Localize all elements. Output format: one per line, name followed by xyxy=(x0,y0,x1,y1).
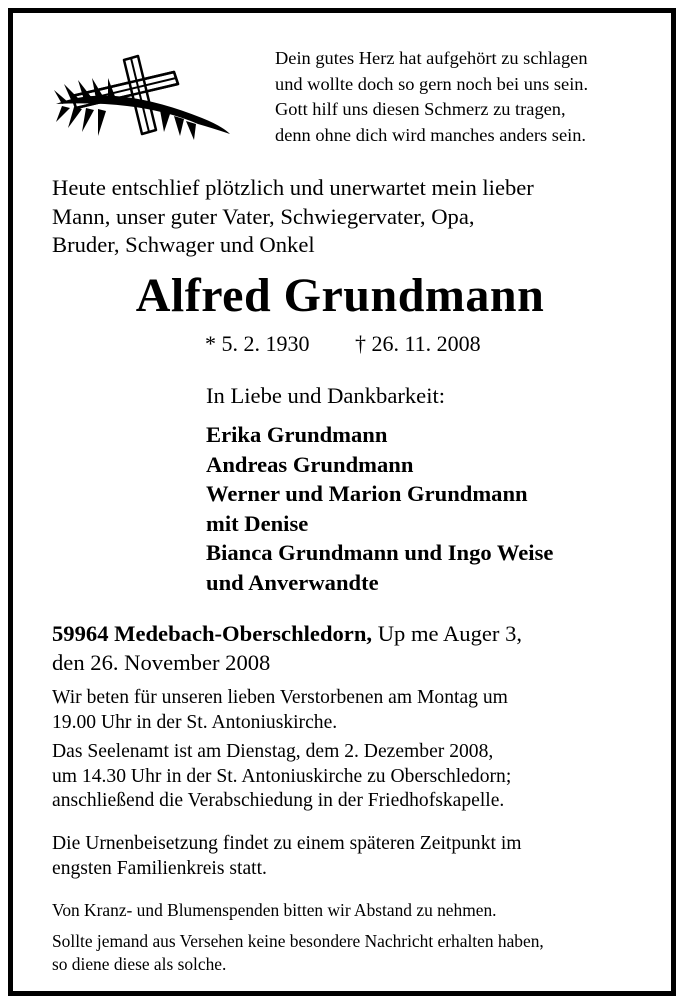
birth-date: * 5. 2. 1930 xyxy=(205,331,310,356)
burial-notice xyxy=(52,832,652,881)
mourners-heading: In Liebe und Dankbarkeit: xyxy=(206,383,446,408)
cross-with-palm-frond-icon xyxy=(52,52,232,144)
death-announcement-intro xyxy=(52,174,652,260)
intro-line: Heute entschlief plötzlich und unerwartet mein lieber xyxy=(52,175,534,200)
notice-line: Wir beten für unseren lieben Verstorbenen am Montag um xyxy=(52,687,508,708)
notice-date: den 26. November 2008 xyxy=(52,649,271,675)
notice-line: Sollte jemand aus Versehen keine besondere Nachricht erhalten haben, xyxy=(52,931,544,951)
death-date: † 26. 11. 2008 xyxy=(355,331,481,356)
notice-line: 19.00 Uhr in der St. Antoniuskirche. xyxy=(52,711,338,733)
place-and-date xyxy=(52,620,522,677)
mourner-name: Erika Grundmann xyxy=(206,422,388,447)
closing-notice xyxy=(52,930,652,975)
notice-line: um 14.30 Uhr in der St. Antoniuskirche zu Oberschledorn; xyxy=(52,765,512,787)
mourner-name: Andreas Grundmann xyxy=(206,451,414,477)
mourners-list xyxy=(206,420,553,597)
poem-line: denn ohne dich wird manches anders sein. xyxy=(275,124,587,145)
prayer-notice xyxy=(52,686,652,735)
poem-line: und wollte doch so gern noch bei uns sein. xyxy=(275,73,589,94)
intro-line: Bruder, Schwager und Onkel xyxy=(52,232,315,257)
notice-line: Die Urnenbeisetzung findet zu einem späteren Zeitpunkt im xyxy=(52,833,522,854)
requiem-notice xyxy=(52,740,652,814)
poem-line: Dein gutes Herz hat aufgehört zu schlagen xyxy=(275,48,588,68)
notice-line: so diene diese als solche. xyxy=(52,953,227,974)
address-line xyxy=(52,620,522,649)
mourner-name: und Anverwandte xyxy=(206,569,379,595)
notice-line: Das Seelenamt ist am Dienstag, dem 2. Dezember 2008, xyxy=(52,741,494,762)
street: Up me Auger 3, xyxy=(372,621,523,646)
mourner-name: mit Denise xyxy=(206,510,309,536)
poem-line: Gott hilf uns diesen Schmerz zu tragen, xyxy=(275,99,566,119)
notice-line: Von Kranz- und Blumenspenden bitten wir Abstand zu nehmen. xyxy=(52,900,497,920)
town: 59964 Medebach-Oberschledorn, xyxy=(52,621,373,646)
intro-line: Mann, unser guter Vater, Schwiegervater, Opa, xyxy=(52,203,475,229)
mourner-name: Bianca Grundmann und Ingo Weise xyxy=(206,540,554,565)
memorial-poem xyxy=(275,46,655,148)
flowers-notice xyxy=(52,898,652,923)
deceased-name: Alfred Grundmann xyxy=(135,269,545,322)
notice-line: engsten Familienkreis statt. xyxy=(52,857,267,879)
notice-line: anschließend die Verabschiedung in der Friedhofskapelle. xyxy=(52,790,505,811)
mourner-name: Werner und Marion Grundmann xyxy=(206,481,528,506)
